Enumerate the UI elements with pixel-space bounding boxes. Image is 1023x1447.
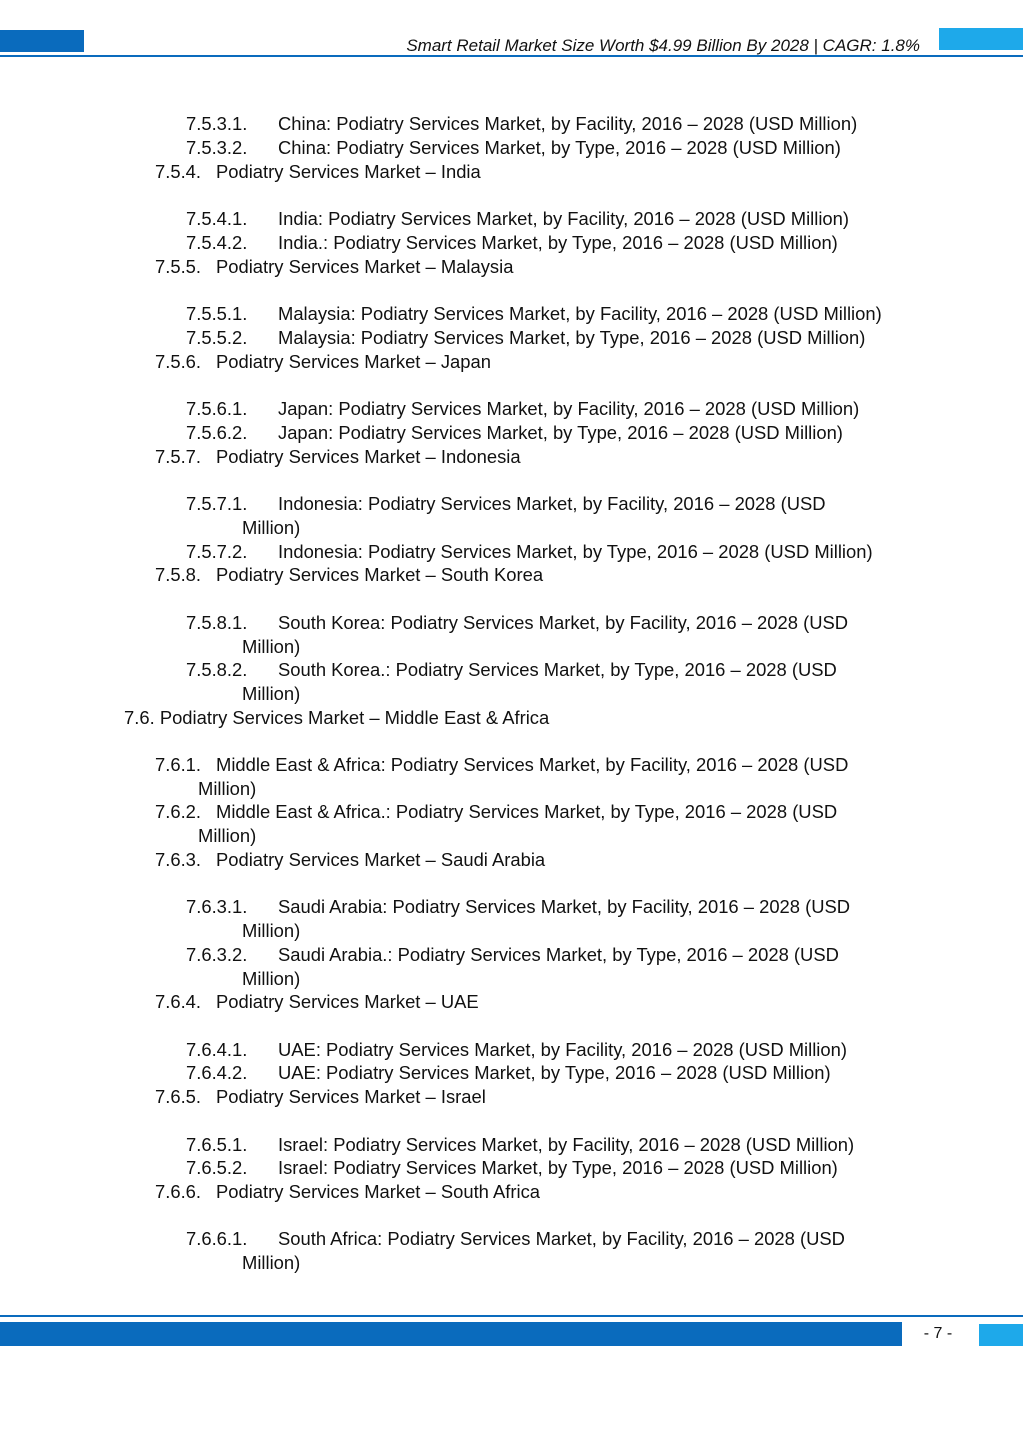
header-title: Smart Retail Market Size Worth $4.99 Billion By 2028 | CAGR: 1.8% xyxy=(406,36,920,55)
footer-rule xyxy=(0,1315,1023,1317)
page-number: - 7 - xyxy=(923,1325,953,1342)
toc-entry-continuation: Million) xyxy=(242,1252,301,1273)
toc-entry-continuation: Million) xyxy=(198,778,257,799)
toc-entry-continuation: Million) xyxy=(198,825,257,846)
toc-section-heading: 7.6. Podiatry Services Market – Middle East & Africa xyxy=(124,707,550,728)
toc-entry-continuation: Million) xyxy=(242,683,301,704)
header-rule xyxy=(0,55,1023,57)
toc-entry-continuation: Million) xyxy=(242,968,301,989)
toc-entry-continuation: Million) xyxy=(242,920,301,941)
toc-entry-continuation: Million) xyxy=(242,517,301,538)
toc-entry-continuation: Million) xyxy=(242,636,301,657)
footer-accent-right xyxy=(979,1324,1023,1346)
header-accent-right xyxy=(939,28,1023,50)
footer-accent-bar xyxy=(0,1322,902,1346)
header-accent-left xyxy=(0,30,84,52)
